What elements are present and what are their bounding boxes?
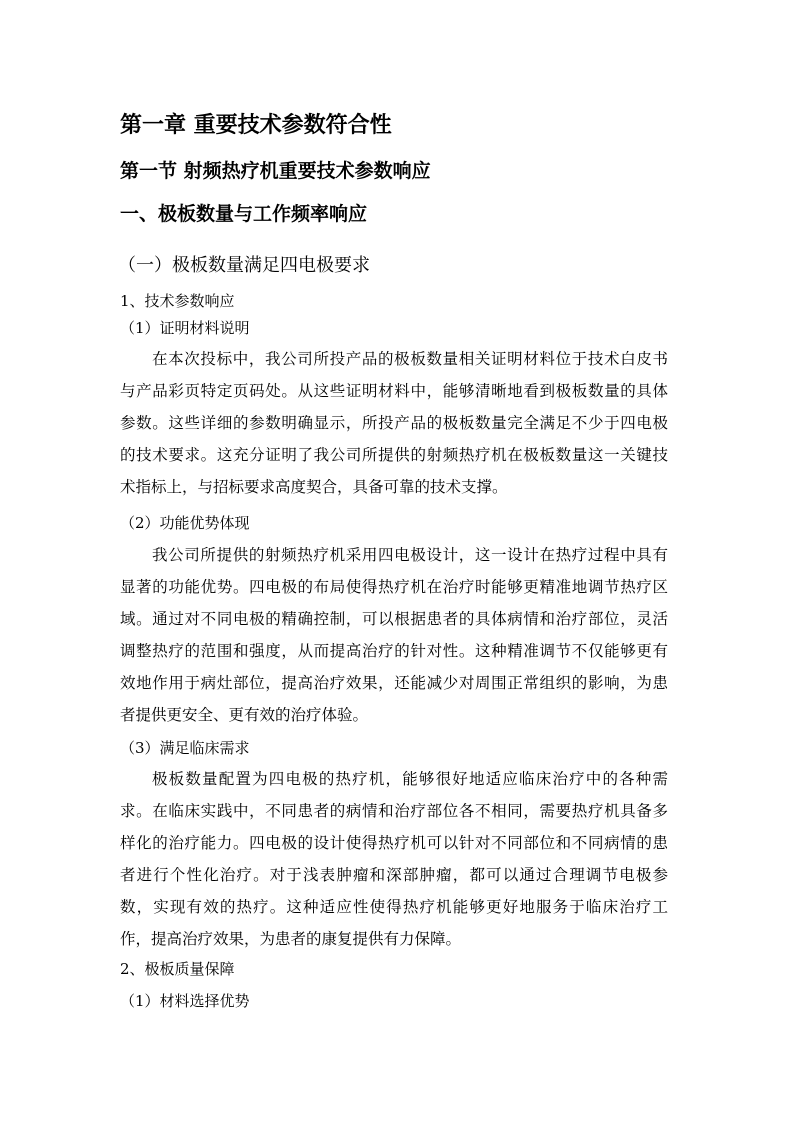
item1-3-title: （3）满足临床需求 [120,739,250,757]
paragraph-line: 样化的治疗能力。四电极的设计使得热疗机可以针对不同部位和不同病情的患 [120,834,668,852]
paragraph-line: 求。在临床实践中，不同患者的病情和治疗部位各不相同，需要热疗机具备多 [120,802,668,820]
paragraph-line: 术指标上，与招标要求高度契合，具备可靠的技术支撑。 [120,478,508,496]
item2-1-title: （1）材料选择优势 [120,992,250,1010]
section-title: 第一节 射频热疗机重要技术参数响应 [120,160,431,182]
chapter-title: 第一章 重要技术参数符合性 [120,113,392,138]
item1-1-title: （1）证明材料说明 [120,319,250,337]
paragraph-clinical [120,763,668,955]
paragraph-line: 数，实现有效的热疗。这种适应性使得热疗机能够更好地服务于临床治疗工 [120,898,668,916]
subsection-title: 一、极板数量与工作频率响应 [120,203,368,225]
sub-subsection-title: （一）极板数量满足四电极要求 [118,255,370,276]
paragraph-evidence [120,343,668,503]
paragraph-line: 域。通过对不同电极的精确控制，可以根据患者的具体病情和治疗部位，灵活 [120,610,668,628]
paragraph-line: 在本次投标中，我公司所投产品的极板数量相关证明材料位于技术白皮书 [152,350,668,368]
paragraph-line: 的技术要求。这充分证明了我公司所提供的射频热疗机在极板数量这一关键技 [120,446,668,464]
paragraph-line: 显著的功能优势。四电极的布局使得热疗机在治疗时能够更精准地调节热疗区 [120,578,668,596]
paragraph-function [120,539,668,731]
paragraph-line: 者提供更安全、更有效的治疗体验。 [120,706,369,724]
paragraph-line: 效地作用于病灶部位，提高治疗效果，还能减少对周围正常组织的影响，为患 [120,674,668,692]
paragraph-line: 调整热疗的范围和强度，从而提高治疗的针对性。这种精准调节不仅能够更有 [120,642,668,660]
item2-title: 2、极板质量保障 [120,960,235,978]
paragraph-line: 参数。这些详细的参数明确显示，所投产品的极板数量完全满足不少于四电极 [120,414,668,432]
item1-2-title: （2）功能优势体现 [120,514,250,532]
paragraph-line: 者进行个性化治疗。对于浅表肿瘤和深部肿瘤，都可以通过合理调节电极参 [120,866,668,884]
item1-title: 1、技术参数响应 [120,292,235,310]
paragraph-line: 极板数量配置为四电极的热疗机，能够很好地适应临床治疗中的各种需 [152,770,668,788]
paragraph-line: 与产品彩页特定页码处。从这些证明材料中，能够清晰地看到极板数量的具体 [120,382,668,400]
paragraph-line: 我公司所提供的射频热疗机采用四电极设计，这一设计在热疗过程中具有 [152,546,668,564]
paragraph-line: 作，提高治疗效果，为患者的康复提供有力保障。 [120,930,462,948]
